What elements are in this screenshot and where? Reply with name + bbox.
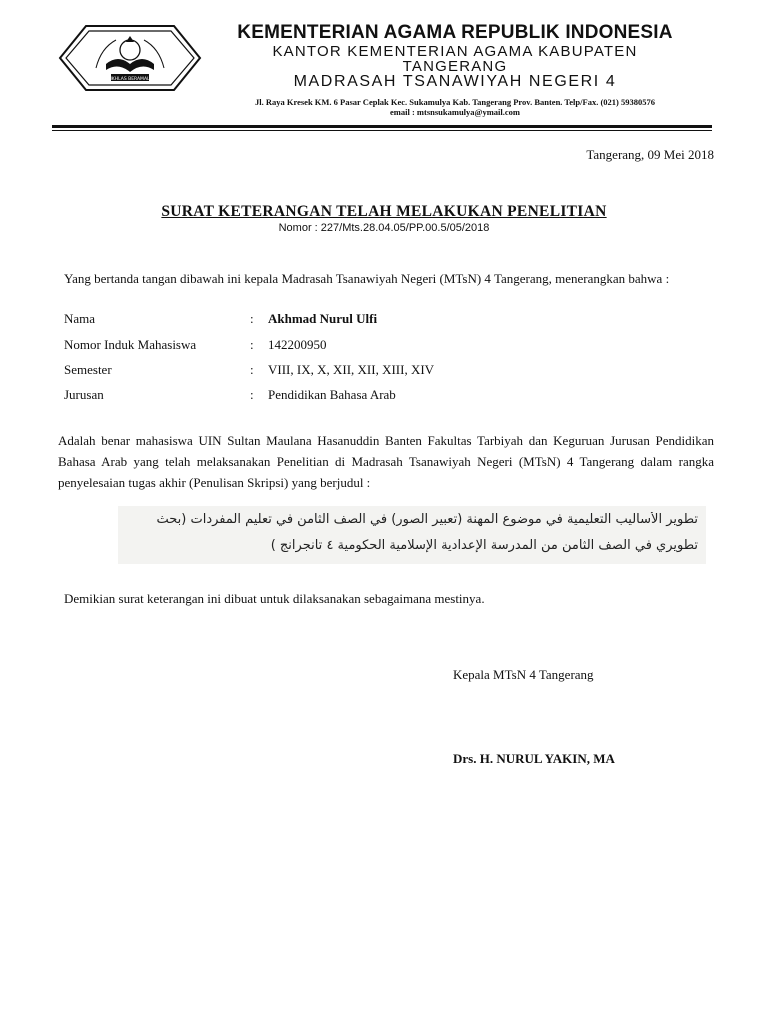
field-label-name: Nama [64,311,96,326]
signatory-title: Kepala MTsN 4 Tangerang [453,667,594,682]
field-colon: : [250,337,254,352]
field-value-semester: VIII, IX, X, XII, XII, XIII, XIV [268,362,435,377]
school-name: MADRASAH TSANAWIYAH NEGERI 4 [293,73,617,90]
field-value-nim: 142200950 [268,337,327,352]
thesis-title-line-2: تطويري في الصف الثامن من المدرسة الإعدادية الإسلامية الحكومية ٤ تانجرانج ) [270,538,698,553]
field-label-major: Jurusan [64,387,104,402]
letter-title: SURAT KETERANGAN TELAH MELAKUKAN PENELITIAN [161,203,607,220]
intro-paragraph: Yang bertanda tangan dibawah ini kepala Madrasah Tsanawiyah Negeri (MTsN) 4 Tangerang, menerangkan bahwa : [64,271,670,286]
field-label-semester: Semester [64,362,112,377]
thesis-title-arabic [118,506,706,564]
regency-name: TANGERANG [402,58,508,75]
school-email: email : mtsnsukamulya@ymail.com [390,107,520,117]
thesis-title-line-1: تطوير الأساليب التعليمية في موضوع المهنة (تعبير الصور) في الصف الثامن في تعليم المفردات (بحث [156,512,698,527]
statement-paragraph: Adalah benar mahasiswa UIN Sultan Maulana Hasanuddin Banten Fakultas Tarbiyah dan Keguruan Jurusan Pendidikan Bahasa Arab yang telah melaksanakan Penelitian di Madrasah Tsanawiyah Negeri (MTsN) 4 Tangerang dalam rangka penyelesaian tugas akhir (Penulisan Skripsi) yang berjudul : [58,433,714,490]
letter-date: Tangerang, 09 Mei 2018 [586,147,714,162]
field-value-major: Pendidikan Bahasa Arab [268,387,396,402]
closing-statement: Demikian surat keterangan ini dibuat untuk dilaksanakan sebagaimana mestinya. [64,591,485,606]
field-colon: : [250,362,254,377]
field-colon: : [250,387,254,402]
emblem-motto: IKHLAS BERAMAL [110,77,150,82]
signatory-name: Drs. H. NURUL YAKIN, MA [453,751,615,766]
letterhead-divider-thick [52,125,712,128]
letterhead-divider-thin [52,130,712,131]
school-address: Jl. Raya Kresek KM. 6 Pasar Ceplak Kec. Sukamulya Kab. Tangerang Prov. Banten. Telp/Fax. (021) 59380576 [254,97,655,107]
ministry-name: KEMENTERIAN AGAMA REPUBLIK INDONESIA [237,22,673,43]
field-value-name: Akhmad Nurul Ulfi [268,311,378,326]
letter-number: Nomor : 227/Mts.28.04.05/PP.00.5/05/2018 [278,222,490,234]
ministry-emblem-icon [56,18,204,96]
field-label-nim: Nomor Induk Mahasiswa [64,337,197,352]
field-colon: : [250,311,254,326]
office-name: KANTOR KEMENTERIAN AGAMA KABUPATEN [272,43,638,60]
